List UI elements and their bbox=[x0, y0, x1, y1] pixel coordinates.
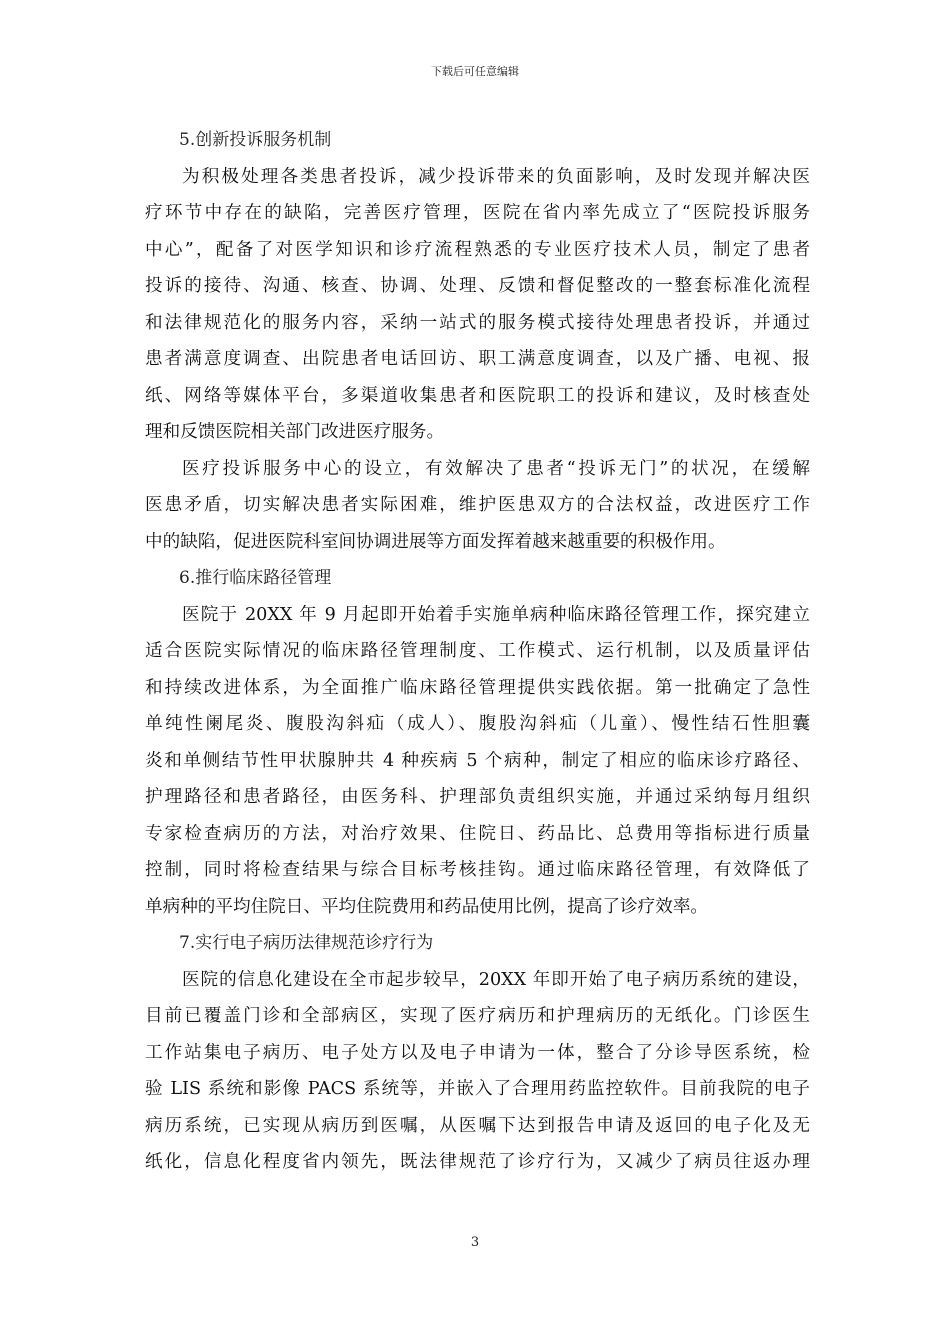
paragraph bbox=[145, 159, 810, 451]
paragraph-line: 理和反馈医院相关部门改进医疗服务。 bbox=[145, 422, 445, 442]
paragraph-line: 投诉的接待、沟通、核查、协调、处理、反馈和督促整改的一整套标准化流程 bbox=[145, 276, 810, 296]
paragraph-line: 验 LIS 系统和影像 PACS 系统等，并嵌入了合理用药监控软件。目前我院的电子 bbox=[145, 1079, 810, 1099]
section-5 bbox=[145, 122, 810, 560]
paragraph-line: 病历系统，已实现从病历到医嘱，从医嘱下达到报告申请及返回的电子化及无 bbox=[145, 1115, 810, 1136]
paragraph bbox=[145, 597, 810, 926]
document-body bbox=[145, 122, 810, 1181]
paragraph-line: 单病种的平均住院日、平均住院费用和药品使用比例，提高了诊疗效率。 bbox=[145, 896, 709, 917]
paragraph-line: 患者满意度调查、出院患者电话回访、职工满意度调查，以及广播、电视、报 bbox=[145, 349, 810, 369]
paragraph bbox=[145, 962, 810, 1181]
paragraph-line: 为积极处理各类患者投诉，减少投诉带来的负面影响，及时发现并解决医 bbox=[182, 166, 810, 187]
paragraph-line: 和持续改进体系，为全面推广临床路径管理提供实践依据。第一批确定了急性 bbox=[145, 677, 810, 698]
paragraph-line: 中的缺陷，促进医院科室间协调进展等方面发挥着越来越重要的积极作用。 bbox=[145, 531, 726, 552]
section-heading: 6.推行临床路径管理 bbox=[179, 568, 332, 588]
paragraph-line: 疗环节中存在的缺陷，完善医疗管理，医院在省内率先成立了“医院投诉服务 bbox=[145, 203, 810, 223]
paragraph-line: 纸化，信息化程度省内领先，既法律规范了诊疗行为，又减少了病员往返办理 bbox=[145, 1152, 810, 1172]
section-heading: 5.创新投诉服务机制 bbox=[179, 130, 332, 150]
paragraph-line: 专家检查病历的方法，对治疗效果、住院日、药品比、总费用等指标进行质量 bbox=[145, 823, 810, 844]
paragraph bbox=[145, 451, 810, 561]
paragraph-line: 和法律规范化的服务内容，采纳一站式的服务模式接待处理患者投诉，并通过 bbox=[145, 312, 810, 333]
paragraph-line: 目前已覆盖门诊和全部病区，实现了医疗病历和护理病历的无纸化。门诊医生 bbox=[145, 1006, 810, 1026]
section-7 bbox=[145, 925, 810, 1181]
page-number: 3 bbox=[470, 1235, 480, 1250]
paragraph-line: 适合医院实际情况的临床路径管理制度、工作模式、运行机制，以及质量评估 bbox=[145, 641, 810, 661]
paragraph-line: 医院于 20XX 年 9 月起即开始着手实施单病种临床路径管理工作，探究建立 bbox=[182, 604, 810, 625]
paragraph-line: 单纯性阑尾炎、腹股沟斜疝（成人）、腹股沟斜疝（儿童）、慢性结石性胆囊 bbox=[145, 714, 810, 734]
paragraph-line: 控制，同时将检查结果与综合目标考核挂钩。通过临床路径管理，有效降低了 bbox=[145, 860, 810, 880]
paragraph-line: 中心”，配备了对医学知识和诊疗流程熟悉的专业医疗技术人员，制定了患者 bbox=[145, 239, 810, 260]
paragraph-line: 医疗投诉服务中心的设立，有效解决了患者“投诉无门”的状况，在缓解 bbox=[182, 458, 810, 479]
page-header: 下载后可任意编辑 bbox=[431, 65, 519, 78]
section-6 bbox=[145, 560, 810, 925]
section-heading: 7.实行电子病历法律规范诊疗行为 bbox=[179, 933, 434, 953]
paragraph-line: 护理路径和患者路径，由医务科、护理部负责组织实施，并通过采纳每月组织 bbox=[145, 787, 810, 807]
paragraph-line: 工作站集电子病历、电子处方以及电子申请为一体，整合了分诊导医系统，检 bbox=[145, 1042, 810, 1063]
paragraph-line: 纸、网络等媒体平台，多渠道收集患者和医院职工的投诉和建议，及时核查处 bbox=[145, 385, 810, 406]
paragraph-line: 医患矛盾，切实解决患者实际困难，维护医患双方的合法权益，改进医疗工作 bbox=[145, 495, 810, 515]
paragraph-line: 医院的信息化建设在全市起步较早，20XX 年即开始了电子病历系统的建设， bbox=[182, 969, 810, 990]
paragraph-line: 炎和单侧结节性甲状腺肿共 4 种疾病 5 个病种，制定了相应的临床诊疗路径、 bbox=[145, 750, 810, 771]
